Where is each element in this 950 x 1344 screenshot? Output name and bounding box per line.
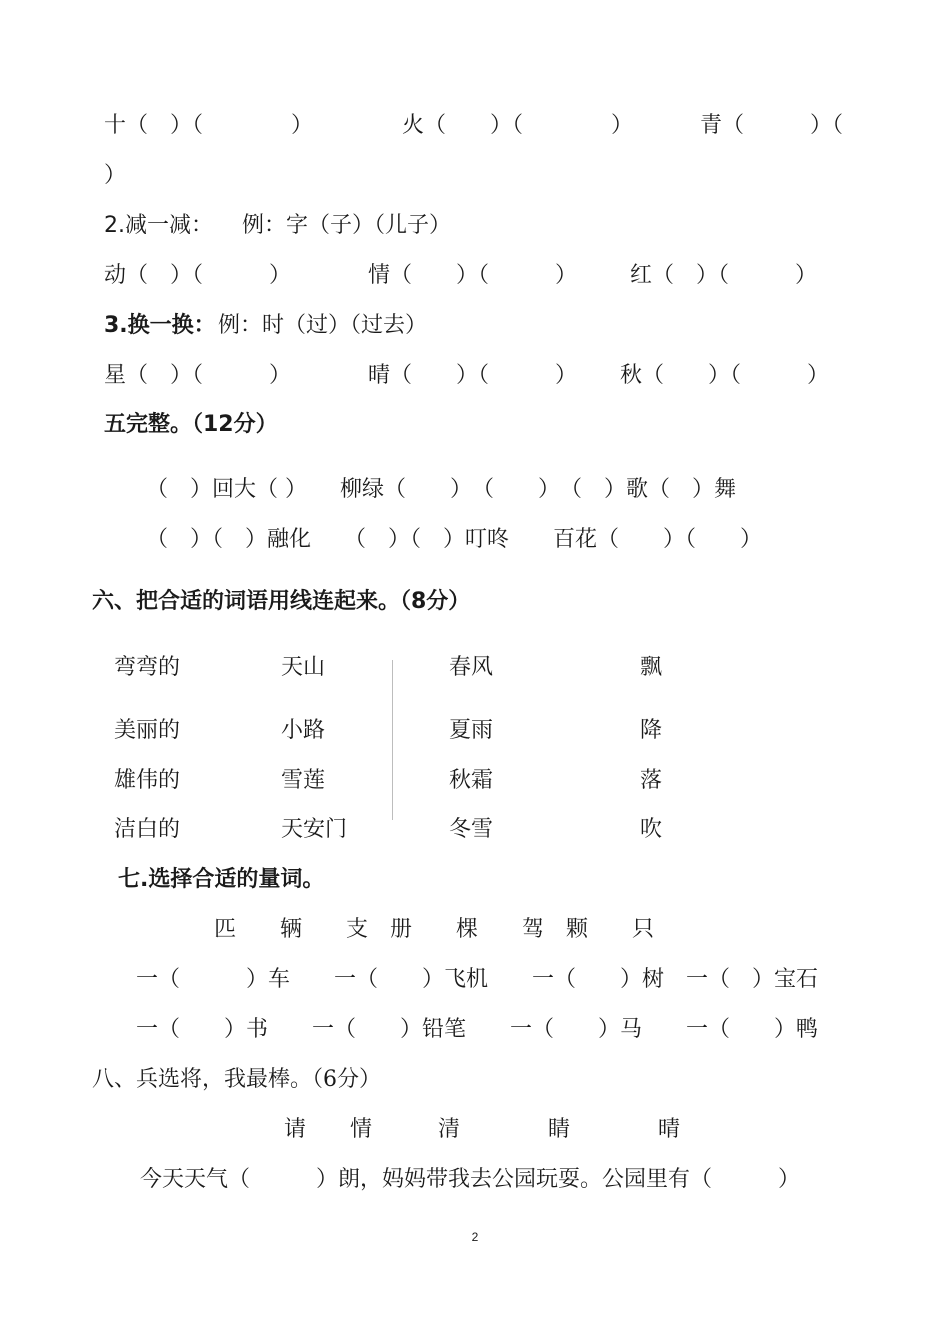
match-col2-item: 天安门 [281, 817, 348, 842]
fill-row-add-wrap: ） [104, 163, 127, 188]
section-3-example: 例：时（过）（过去） [218, 313, 428, 338]
match-col3-item: 冬雪 [449, 817, 494, 842]
match-col2-item: 天山 [281, 655, 326, 680]
fill-row-subtract-3: 红（ ）（ ） [630, 263, 818, 288]
fill-sentence: 今天天气（ ）朗，妈妈带我去公园玩耍。公园里有（ ） [140, 1167, 801, 1192]
measure-word-row-2: 一（ ）书 一（ ）铅笔 一（ ）马 一（ ）鸭 [136, 1017, 819, 1042]
match-divider [392, 660, 393, 820]
fill-row-add-2: 火（ ）（ ） [402, 113, 634, 138]
idiom-row-1: （ ）回大（ ） 柳绿（ ） （ ） （ ）歌（ ）舞 [146, 477, 736, 502]
section-7-title: 七.选择合适的量词。 [118, 867, 325, 892]
match-col4-item: 吹 [640, 817, 663, 842]
match-col1-item: 雄伟的 [114, 768, 181, 793]
fill-row-add-1: 十（ ）（ ） [104, 113, 314, 138]
fill-row-subtract-1: 动（ ）（ ） [104, 263, 292, 288]
fill-row-subtract-2: 情（ ）（ ） [368, 263, 578, 288]
measure-word-options: 匹 辆 支 册 棵 驾 颗 只 [214, 917, 655, 942]
section-6-title: 六、把合适的词语用线连起来。（8分） [92, 589, 471, 614]
match-col3-item: 春风 [449, 655, 494, 680]
match-col1-item: 弯弯的 [114, 655, 181, 680]
match-col2-item: 小路 [281, 718, 326, 743]
match-col4-item: 飘 [640, 655, 663, 680]
fill-row-swap-1: 星（ ）（ ） [104, 363, 292, 388]
idiom-row-2: （ ）（ ）融化 （ ）（ ）叮咚 百花（ ）（ ） [146, 527, 763, 552]
section-2-example: 例：字（子）（儿子） [242, 213, 452, 238]
section-3-title: 3.换一换： [104, 313, 216, 338]
match-col2-item: 雪莲 [281, 768, 326, 793]
match-col4-item: 降 [640, 718, 663, 743]
measure-word-row-1: 一（ ）车 一（ ）飞机 一（ ）树 一（ ）宝石 [136, 967, 819, 992]
section-8-title: 八、兵选将，我最棒。（6分） [92, 1067, 381, 1092]
match-col4-item: 落 [640, 768, 663, 793]
section-5-title: 五完整。（12分） [104, 412, 278, 437]
match-col3-item: 夏雨 [449, 718, 494, 743]
character-options: 请 情 清 睛 晴 [284, 1117, 681, 1142]
page-number: 2 [471, 1230, 479, 1244]
fill-row-add-3: 青（ ）（ [700, 113, 844, 138]
section-2-title: 2.减一减： [104, 213, 213, 238]
match-col3-item: 秋霜 [449, 768, 494, 793]
match-col1-item: 洁白的 [114, 817, 181, 842]
fill-row-swap-3: 秋（ ）（ ） [620, 363, 830, 388]
match-col1-item: 美丽的 [114, 718, 181, 743]
fill-row-swap-2: 晴（ ）（ ） [368, 363, 578, 388]
